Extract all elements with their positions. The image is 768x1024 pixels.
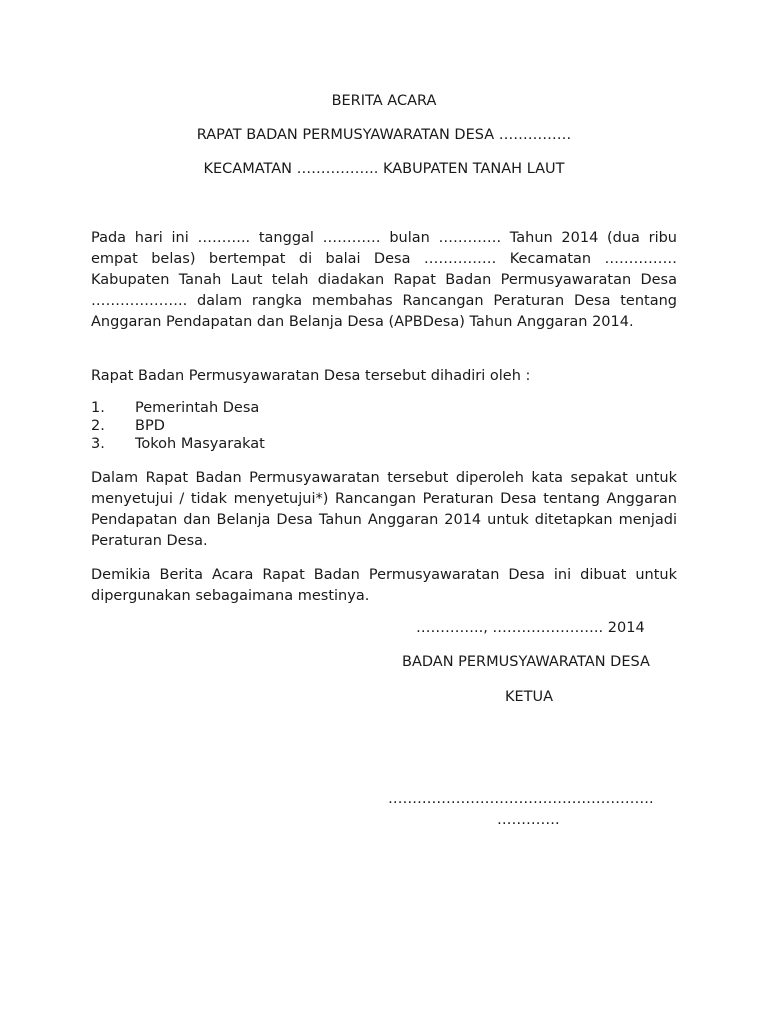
list-item-text: Pemerintah Desa — [135, 400, 260, 416]
list-item-number: 2. — [91, 418, 105, 434]
signature-organization: BADAN PERMUSYAWARATAN DESA — [402, 654, 650, 670]
signature-date: ………….., ………………….. 2014 — [416, 620, 645, 636]
list-item-text: BPD — [135, 418, 165, 434]
attendance-intro: Rapat Badan Permusyawaratan Desa tersebut dihadiri oleh : — [91, 368, 531, 384]
signature-name-line: ………………………………………………. — [388, 791, 654, 807]
agreement-paragraph: Dalam Rapat Badan Permusyawaratan tersebut diperoleh kata sepakat untuk menyetujui / tidak menyetujui*) Rancangan Peraturan Desa tentang Anggaran Pendapatan dan Belanja Desa Tahun Anggaran 2014 untuk ditetapkan menjadi Peraturan Desa. — [91, 470, 677, 549]
document-title: BERITA ACARA — [331, 93, 437, 109]
document-subtitle-meeting: RAPAT BADAN PERMUSYAWARATAN DESA …………… — [196, 127, 572, 143]
list-item-number: 1. — [91, 400, 105, 416]
closing-paragraph: Demikia Berita Acara Rapat Badan Permusyawaratan Desa ini dibuat untuk dipergunakan sebagaimana mestinya. — [91, 567, 677, 604]
attendee-list — [91, 399, 677, 453]
list-item — [91, 417, 677, 435]
document-subtitle-location: KECAMATAN …………….. KABUPATEN TANAH LAUT — [203, 161, 565, 177]
list-item-number: 3. — [91, 436, 105, 452]
signature-name-line-continued: …………. — [497, 812, 560, 828]
list-item-text: Tokoh Masyarakat — [135, 436, 265, 452]
list-item — [91, 399, 677, 417]
opening-paragraph: Pada hari ini ……….. tanggal ………… bulan …………. Tahun 2014 (dua ribu empat belas) bertempat di balai Desa …………… Kecamatan …………… Kabupaten Tanah Laut telah diadakan Rapat Badan Permusyawaratan Desa ……………….. dalam rangka membahas Rancangan Peraturan Desa tentang Anggaran Pendapatan dan Belanja Desa (APBDesa) Tahun Anggaran 2014. — [91, 230, 677, 330]
list-item — [91, 435, 677, 453]
signature-role: KETUA — [505, 689, 554, 705]
